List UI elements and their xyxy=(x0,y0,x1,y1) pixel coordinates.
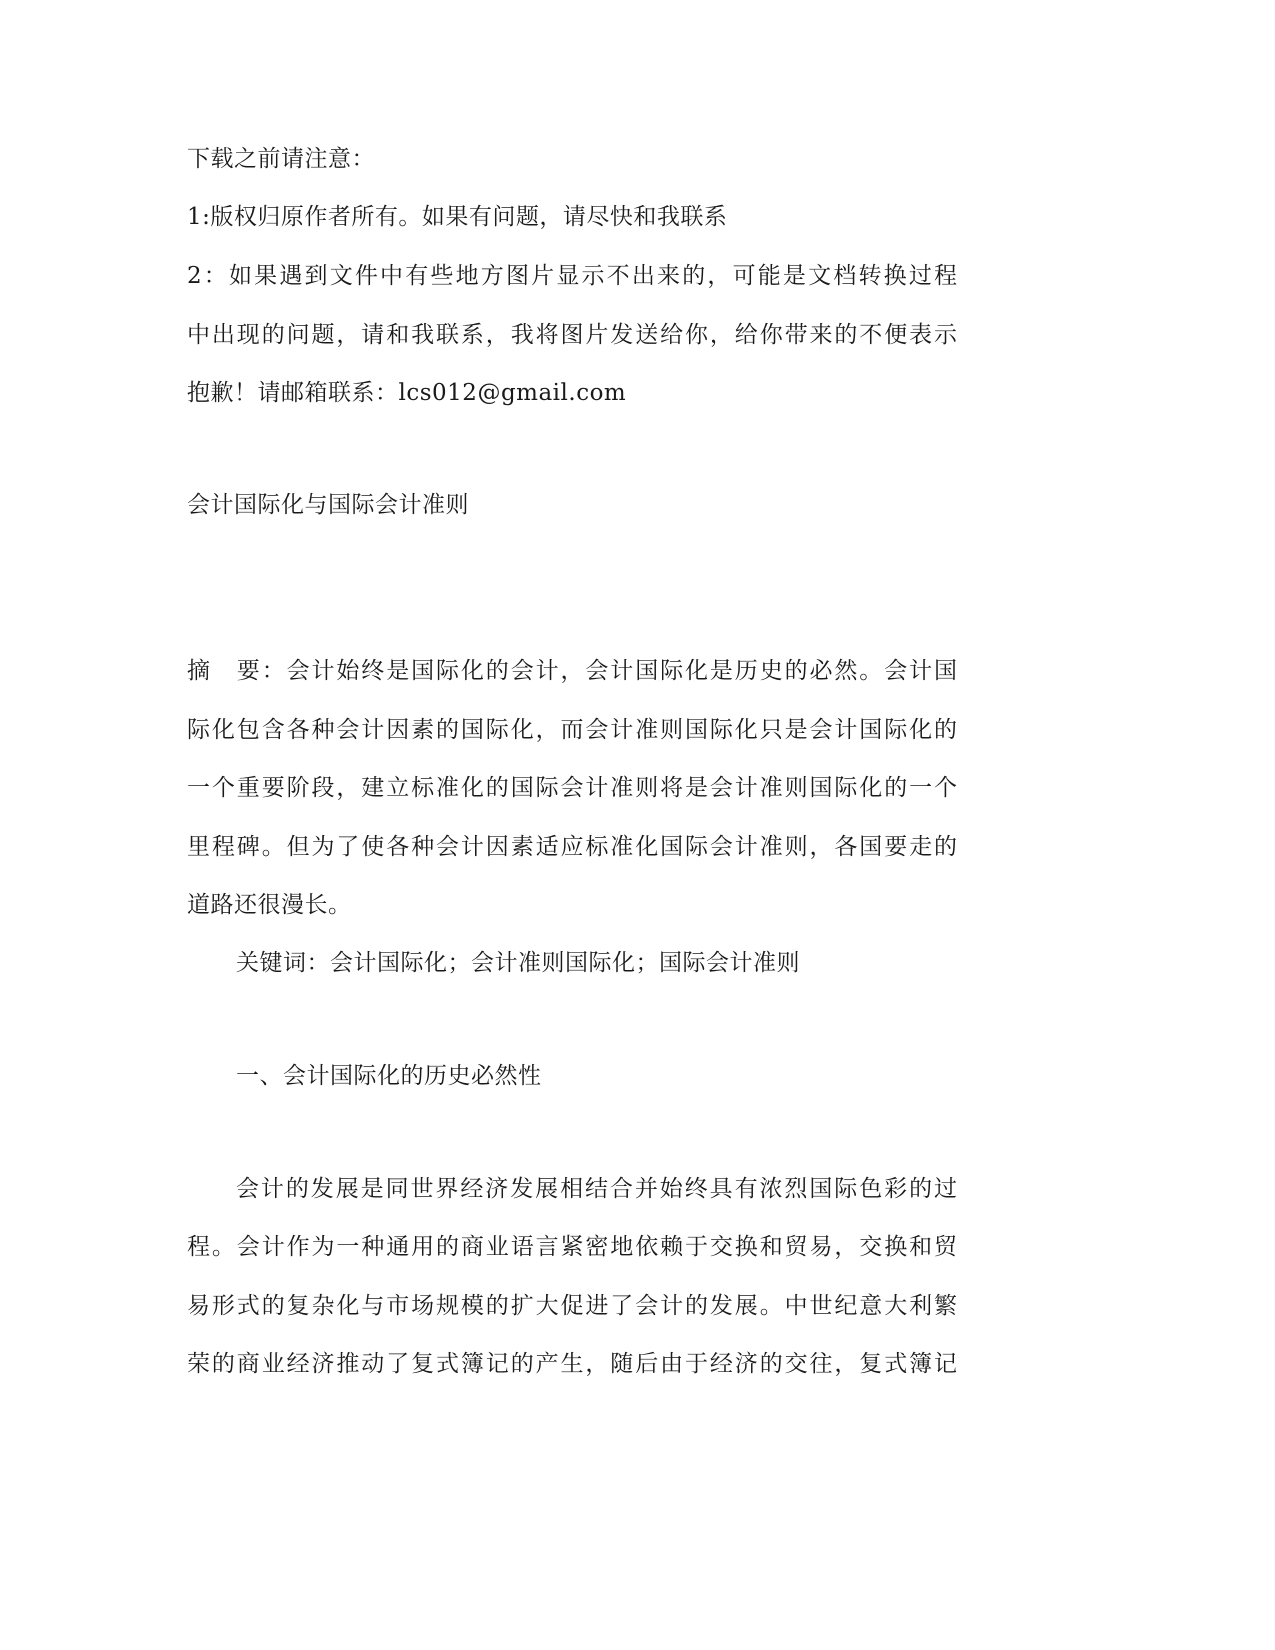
body-line-1: 会计的发展是同世界经济发展相结合并始终具有浓烈国际色彩的过 xyxy=(236,1176,957,1202)
abstract-line-5: 道路还很漫长。 xyxy=(187,892,352,918)
body-line-2: 程。会计作为一种通用的商业语言紧密地依赖于交换和贸易，交换和贸 xyxy=(187,1234,957,1260)
notice-item-1: 1:版权归原作者所有。如果有问题，请尽快和我联系 xyxy=(187,204,728,230)
document-title: 会计国际化与国际会计准则 xyxy=(187,492,469,518)
keywords: 关键词：会计国际化；会计准则国际化；国际会计准则 xyxy=(236,950,800,976)
body-line-4: 荣的商业经济推动了复式簿记的产生，随后由于经济的交往，复式簿记 xyxy=(187,1351,957,1377)
notice-item-2-line-3: 抱歉！请邮箱联系：lcs012@gmail.com xyxy=(187,380,627,406)
abstract-line-3: 一个重要阶段，建立标准化的国际会计准则将是会计准则国际化的一个 xyxy=(187,775,957,801)
abstract-line-1: 摘 要：会计始终是国际化的会计，会计国际化是历史的必然。会计国 xyxy=(187,658,957,684)
notice-heading: 下载之前请注意： xyxy=(187,146,375,172)
section-1-heading: 一、会计国际化的历史必然性 xyxy=(236,1063,542,1089)
abstract-line-2: 际化包含各种会计因素的国际化，而会计准则国际化只是会计国际化的 xyxy=(187,717,957,743)
body-line-3: 易形式的复杂化与市场规模的扩大促进了会计的发展。中世纪意大利繁 xyxy=(187,1293,957,1319)
notice-item-2-line-2: 中出现的问题，请和我联系，我将图片发送给你，给你带来的不便表示 xyxy=(187,322,957,348)
notice-item-2-line-1: 2：如果遇到文件中有些地方图片显示不出来的，可能是文档转换过程 xyxy=(187,263,957,289)
abstract-line-4: 里程碑。但为了使各种会计因素适应标准化国际会计准则，各国要走的 xyxy=(187,834,957,860)
